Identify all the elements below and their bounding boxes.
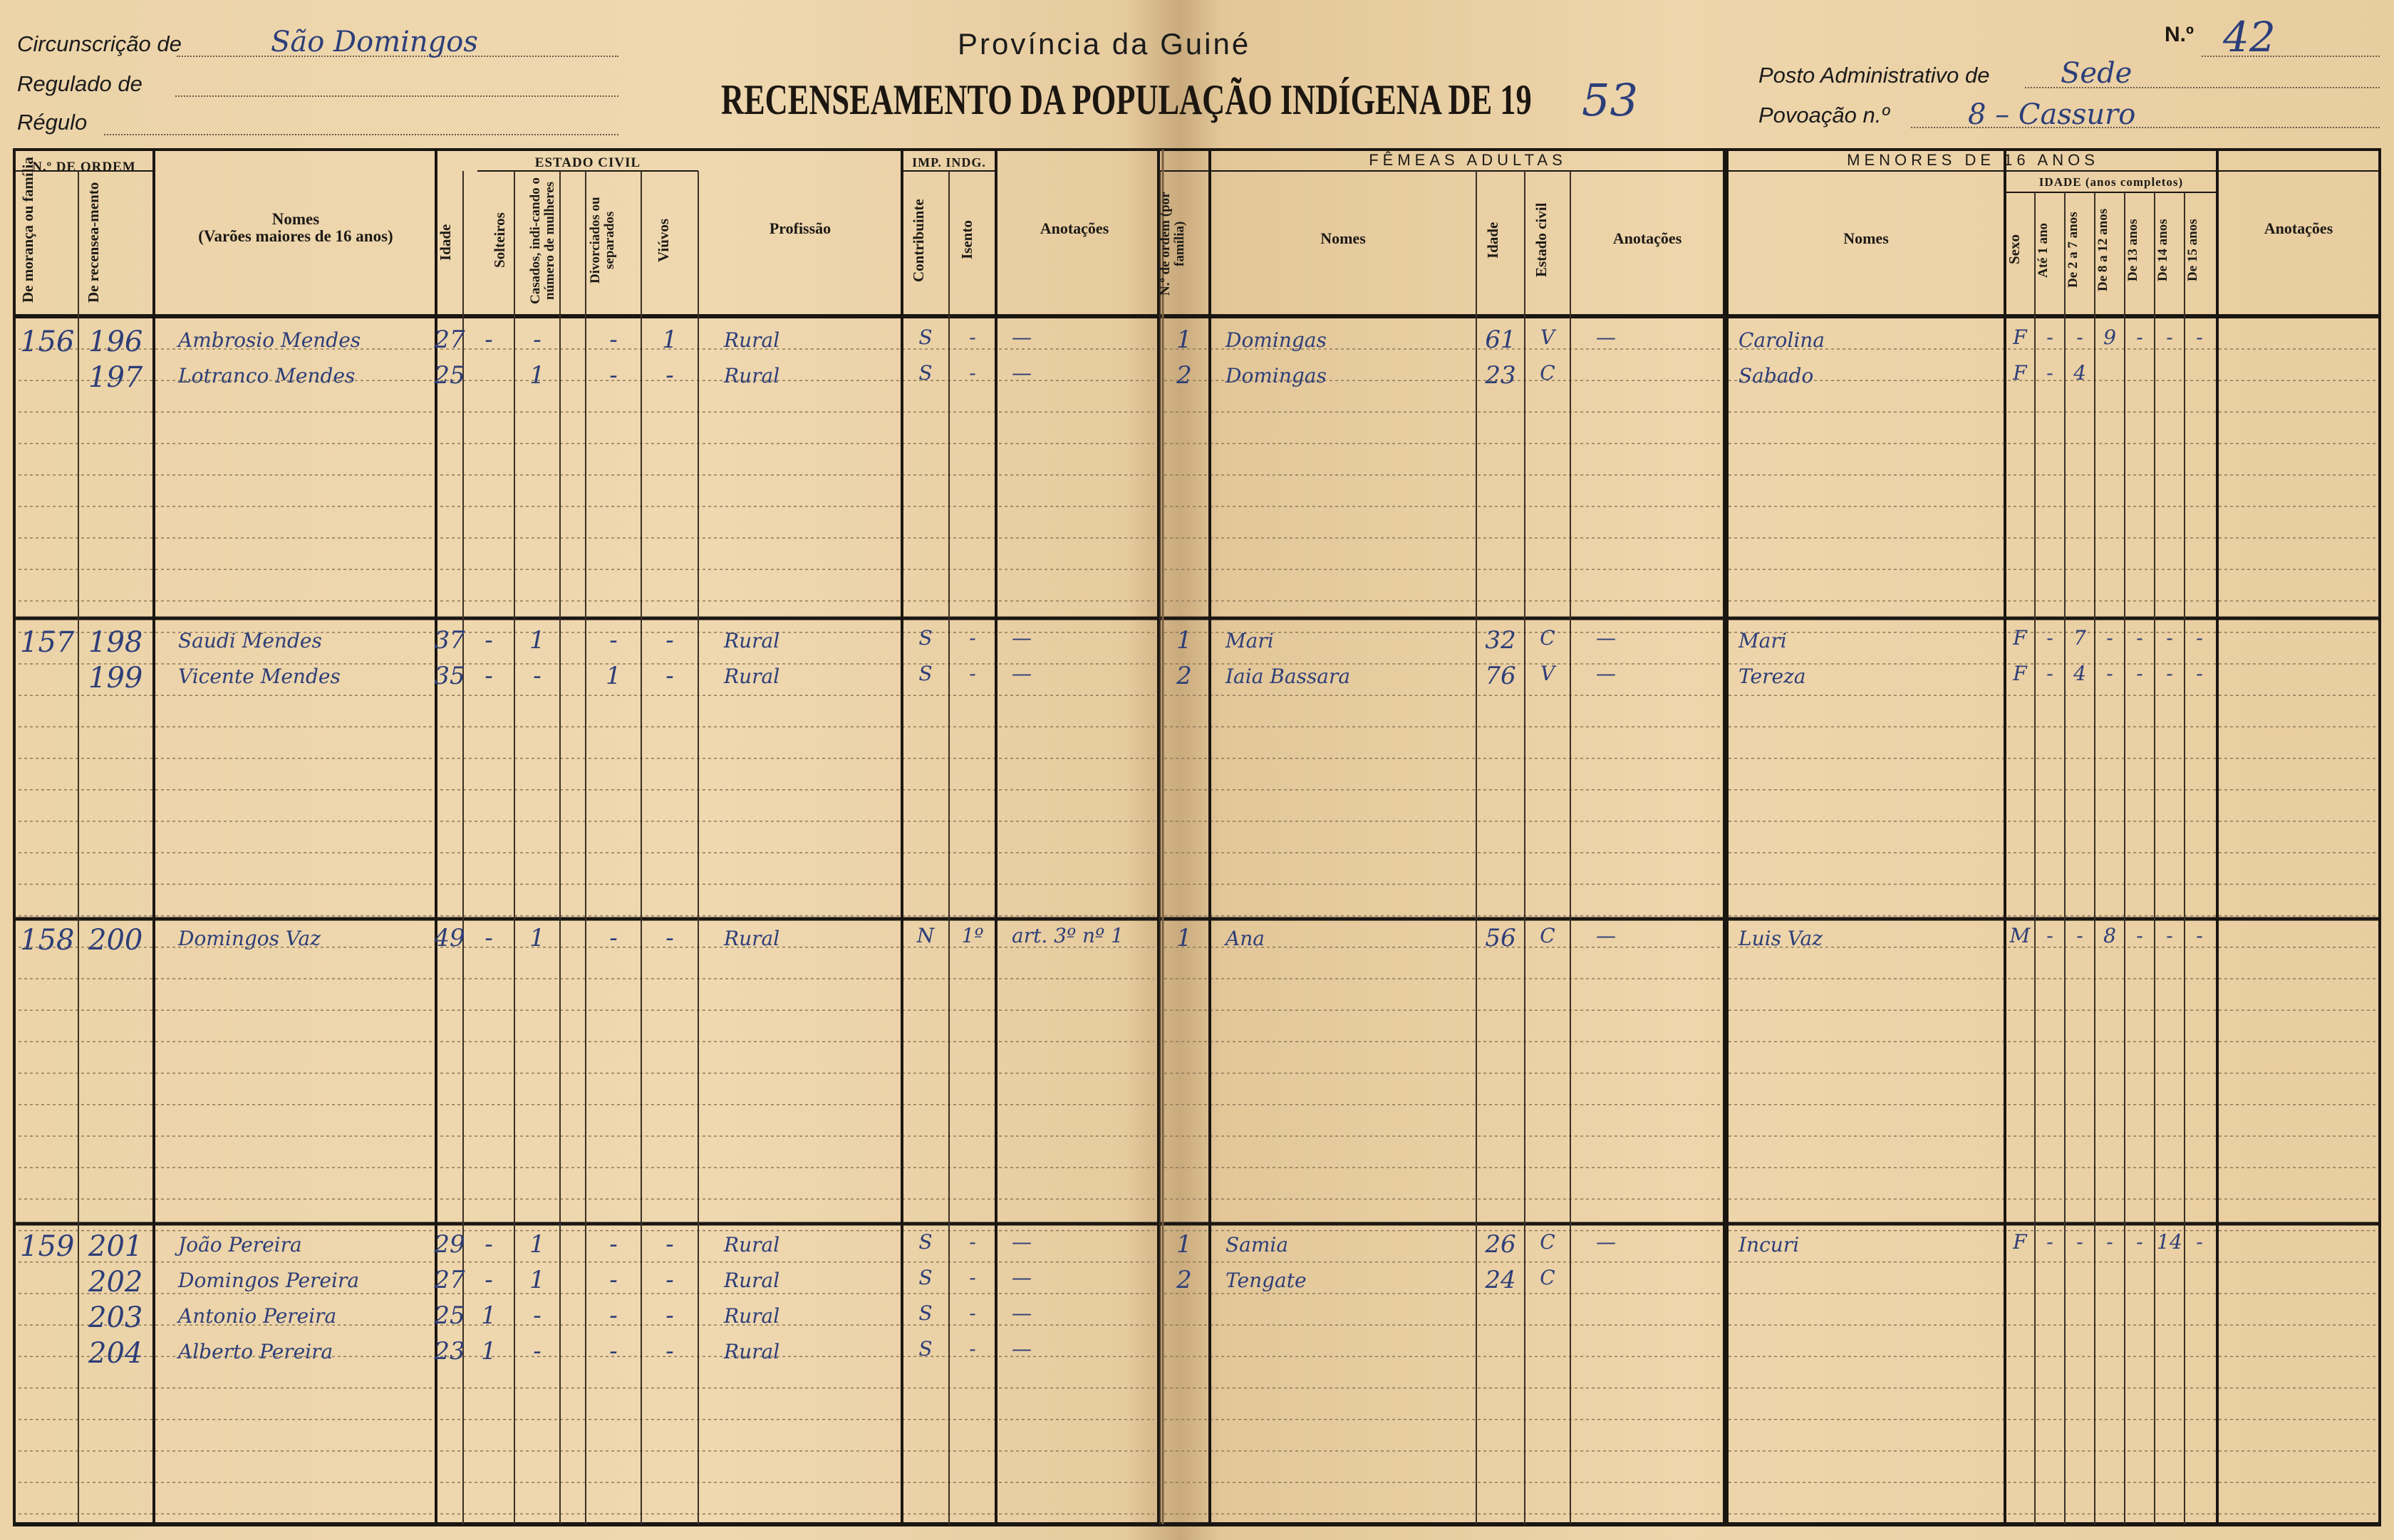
man-contribuinte: S [918,1301,933,1325]
povoacao-value: 8 – Cassuro [1968,98,2136,131]
man-isento: - [969,1337,976,1360]
woman-age: 24 [1485,1266,1516,1294]
man-age: 23 [434,1337,465,1365]
moranca-number: 159 [20,1230,75,1263]
woman-order: 2 [1176,361,1192,390]
circunscricao-value: São Domingos [271,26,478,58]
man-anotacoes: — [1012,626,1032,650]
minor-age-cell: - [2076,1230,2083,1254]
man-isento: - [969,626,976,650]
woman-order: 1 [1176,326,1192,354]
man-viuvo: - [665,1266,674,1294]
woman-name: Iaia Bassara [1226,665,1351,688]
col-sexo: Sexo [2006,234,2023,264]
woman-name: Tengate [1226,1269,1307,1292]
minor-age-cell: - [2046,924,2053,947]
woman-estado-civil: C [1540,924,1555,947]
minor-age-cell: - [2136,1230,2143,1254]
regulo-label: Régulo [17,110,88,135]
minor-age-cell: - [2196,1230,2203,1254]
man-age: 49 [434,924,465,952]
recenseamento-number: 200 [88,924,143,957]
minor-age-cell: 14 [2157,1230,2182,1254]
man-solteiro: - [484,626,493,655]
man-name: João Pereira [178,1233,302,1257]
section-ordem: N.º DE ORDEM [32,160,136,175]
col-anotacoes: Anotações [1040,219,1109,238]
col-nomes-varoes: Nomes (Varões maiores de 16 anos) [198,209,393,245]
man-profissao: Rural [724,665,780,688]
province-title: Província da Guiné [958,27,1251,61]
woman-estado-civil: V [1540,662,1555,685]
man-isento: - [969,361,976,385]
section-imposto: IMP. INDG. [912,155,986,170]
man-viuvo: 1 [662,326,678,354]
man-profissao: Rural [724,1304,780,1328]
man-anotacoes: art. 3º nº 1 [1012,924,1124,947]
col-nomes-menores: Nomes [1843,229,1889,248]
col-nomes-femeas: Nomes [1320,229,1366,248]
minor-sexo: F [2013,626,2027,650]
man-solteiro: - [484,662,493,690]
man-casado: - [533,662,542,690]
minor-age-cell: - [2166,326,2173,349]
man-anotacoes: — [1012,662,1032,685]
man-profissao: Rural [724,1233,780,1257]
moranca-number: 157 [20,626,75,659]
man-contribuinte: S [918,1230,933,1254]
man-name: Alberto Pereira [178,1340,333,1363]
man-name: Saudi Mendes [178,629,322,652]
minor-age-cell: - [2046,1230,2053,1254]
woman-name: Mari [1226,629,1274,652]
woman-estado-civil: V [1540,326,1555,349]
recenseamento-number: 201 [88,1230,143,1263]
minor-age-cell: 4 [2073,361,2086,385]
man-casado: - [533,1301,542,1330]
man-casado: 1 [529,924,545,952]
minor-name: Mari [1738,629,1787,652]
man-anotacoes: — [1012,1230,1032,1254]
minor-age-cell: - [2046,662,2053,685]
man-isento: - [969,662,976,685]
number-label: N.º [2165,23,2194,46]
man-viuvo: - [665,626,674,655]
woman-name: Domingas [1226,328,1327,352]
col-de15: De 15 anos [2185,219,2200,281]
census-year-suffix: 53 [1582,74,1638,126]
woman-estado-civil: C [1540,361,1555,385]
woman-estado-civil: C [1540,626,1555,650]
minor-age-cell: - [2196,662,2203,685]
man-name: Ambrosio Mendes [178,328,361,352]
woman-age: 26 [1485,1230,1516,1259]
woman-name: Ana [1226,927,1265,950]
man-anotacoes: — [1012,326,1032,349]
man-isento: 1º [961,924,984,947]
col-estado-civil-f: Estado civil [1533,202,1550,278]
minor-age-cell: - [2076,924,2083,947]
woman-age: 23 [1485,361,1516,390]
man-contribuinte: S [918,626,933,650]
man-divorciado: 1 [606,662,621,690]
man-profissao: Rural [724,1269,780,1292]
col-de13: De 13 anos [2125,219,2140,281]
minor-name: Carolina [1738,328,1825,352]
man-divorciado: - [609,361,618,390]
woman-name: Samia [1226,1233,1289,1257]
minor-sexo: F [2013,361,2027,385]
recenseamento-number: 197 [88,361,143,394]
minor-age-cell: - [2166,662,2173,685]
man-solteiro: 1 [481,1301,497,1330]
man-isento: - [969,326,976,349]
posto-label: Posto Administrativo de [1758,63,1990,88]
woman-estado-civil: C [1540,1266,1555,1289]
woman-anotacoes: — [1596,626,1616,650]
man-name: Vicente Mendes [178,665,341,688]
man-age: 37 [434,626,465,655]
man-casado: - [533,326,542,354]
woman-order: 2 [1176,1266,1192,1294]
minor-name: Incuri [1738,1233,1800,1257]
recenseamento-number: 196 [88,326,143,358]
minor-age-cell: 9 [2103,326,2116,349]
recenseamento-number: 199 [88,662,143,694]
man-name: Lotranco Mendes [178,364,356,387]
man-profissao: Rural [724,629,780,652]
man-divorciado: - [609,1337,618,1365]
col-recenseamento: De recensea-mento [85,182,102,303]
woman-anotacoes: — [1596,1230,1616,1254]
minor-age-cell: - [2136,662,2143,685]
man-isento: - [969,1230,976,1254]
man-solteiro: 1 [481,1337,497,1365]
man-name: Antonio Pereira [178,1304,337,1328]
posto-value: Sede [2061,57,2133,90]
minor-sexo: F [2013,1230,2027,1254]
minor-age-cell: - [2106,1230,2113,1254]
man-anotacoes: — [1012,1266,1032,1289]
col-anotacoes-m: Anotações [2264,219,2333,238]
man-contribuinte: S [918,1266,933,1289]
man-contribuinte: S [918,361,933,385]
col-de2a7: De 2 a 7 anos [2066,212,2080,288]
man-solteiro: - [484,326,493,354]
man-solteiro: - [484,1266,493,1294]
man-casado: 1 [529,1266,545,1294]
woman-anotacoes: — [1596,924,1616,947]
col-idade: Idade [437,224,454,261]
col-isento: Isento [958,220,975,260]
woman-order: 1 [1176,924,1192,952]
povoacao-label: Povoação n.º [1758,103,1890,128]
woman-age: 56 [1485,924,1516,952]
man-age: 25 [434,1301,465,1330]
man-casado: 1 [529,626,545,655]
man-age: 29 [434,1230,465,1259]
man-name: Domingos Pereira [178,1269,360,1292]
minor-age-cell: - [2046,361,2053,385]
col-viuvos: Viúvos [655,218,672,262]
man-profissao: Rural [724,328,780,352]
col-profissao: Profissão [769,219,831,238]
man-anotacoes: — [1012,1337,1032,1360]
minor-age-cell: - [2166,626,2173,650]
regulado-label: Regulado de [17,71,142,96]
man-profissao: Rural [724,364,780,387]
minor-age-cell: - [2166,924,2173,947]
man-age: 35 [434,662,465,690]
section-menores: MENORES DE 16 ANOS [1847,151,2099,169]
minor-age-cell: - [2136,924,2143,947]
woman-age: 32 [1485,626,1516,655]
minor-age-cell: - [2106,662,2113,685]
minor-sexo: F [2013,326,2027,349]
census-title: RECENSEAMENTO DA POPULAÇÃO INDÍGENA DE 19 [721,76,1532,123]
man-solteiro: - [484,1230,493,1259]
woman-estado-civil: C [1540,1230,1555,1254]
minor-sexo: F [2013,662,2027,685]
minor-age-cell: 4 [2073,662,2086,685]
man-isento: - [969,1266,976,1289]
recenseamento-number: 203 [88,1301,143,1334]
man-contribuinte: S [918,662,933,685]
woman-anotacoes: — [1596,662,1616,685]
man-casado: - [533,1337,542,1365]
man-name: Domingos Vaz [178,927,321,950]
man-viuvo: - [665,361,674,390]
man-viuvo: - [665,924,674,952]
man-viuvo: - [665,1301,674,1330]
minor-name: Tereza [1738,665,1806,688]
recenseamento-number: 202 [88,1266,143,1299]
minor-age-cell: - [2046,626,2053,650]
man-anotacoes: — [1012,361,1032,385]
man-contribuinte: N [916,924,935,947]
man-viuvo: - [665,1230,674,1259]
col-anotacoes-f: Anotações [1612,229,1682,248]
man-divorciado: - [609,924,618,952]
minor-age-cell: - [2076,326,2083,349]
man-casado: 1 [529,361,545,390]
woman-age: 61 [1485,326,1516,354]
minor-age-cell: - [2196,626,2203,650]
col-de8a12: De 8 a 12 anos [2095,208,2110,292]
woman-anotacoes: — [1596,326,1616,349]
number-value: 42 [2223,13,2276,61]
man-viuvo: - [665,662,674,690]
circunscricao-label: Circunscrição de [17,31,182,56]
col-idade-femeas: Idade [1484,222,1501,259]
man-divorciado: - [609,326,618,354]
minor-name: Luis Vaz [1738,927,1823,950]
woman-order: 1 [1176,626,1192,655]
man-viuvo: - [665,1337,674,1365]
minor-age-cell: 8 [2103,924,2116,947]
man-divorciado: - [609,1301,618,1330]
col-de14: De 14 anos [2155,219,2170,281]
man-profissao: Rural [724,1340,780,1363]
man-anotacoes: — [1012,1301,1032,1325]
col-moranca: De morança ou família [19,157,36,303]
man-divorciado: - [609,626,618,655]
minor-age-cell: 7 [2073,626,2086,650]
col-contribuinte: Contribuinte [910,199,927,283]
col-divorciados: Divorciados ou separados [588,197,617,283]
recenseamento-number: 198 [88,626,143,659]
man-profissao: Rural [724,927,780,950]
man-age: 27 [434,1266,465,1294]
minor-age-cell: - [2106,626,2113,650]
section-idade: IDADE (anos completos) [2038,175,2184,189]
man-contribuinte: S [918,326,933,349]
section-femeas: FÊMEAS ADULTAS [1369,151,1567,169]
man-age: 25 [434,361,465,390]
minor-age-cell: - [2196,326,2203,349]
minor-age-cell: - [2046,326,2053,349]
minor-age-cell: - [2196,924,2203,947]
man-isento: - [969,1301,976,1325]
col-casados: Casados, indi-cando o número de mulheres [528,177,557,304]
minor-name: Sabado [1738,364,1814,387]
col-solteiros: Solteiros [491,212,508,268]
man-divorciado: - [609,1230,618,1259]
col-ordem-familia: N.º de ordem (por família) [1158,192,1187,296]
minor-age-cell: - [2136,326,2143,349]
minor-sexo: M [2009,924,2031,947]
recenseamento-number: 204 [88,1337,143,1370]
man-age: 27 [434,326,465,354]
man-solteiro: - [484,924,493,952]
moranca-number: 156 [20,326,75,358]
woman-order: 2 [1176,662,1192,690]
minor-age-cell: - [2136,626,2143,650]
woman-age: 76 [1485,662,1516,690]
col-ate1: Até 1 ano [2036,222,2051,278]
man-contribuinte: S [918,1337,933,1360]
section-estado-civil: ESTADO CIVIL [534,155,641,170]
moranca-number: 158 [20,924,75,957]
woman-order: 1 [1176,1230,1192,1259]
man-casado: 1 [529,1230,545,1259]
woman-name: Domingas [1226,364,1327,387]
man-divorciado: - [609,1266,618,1294]
